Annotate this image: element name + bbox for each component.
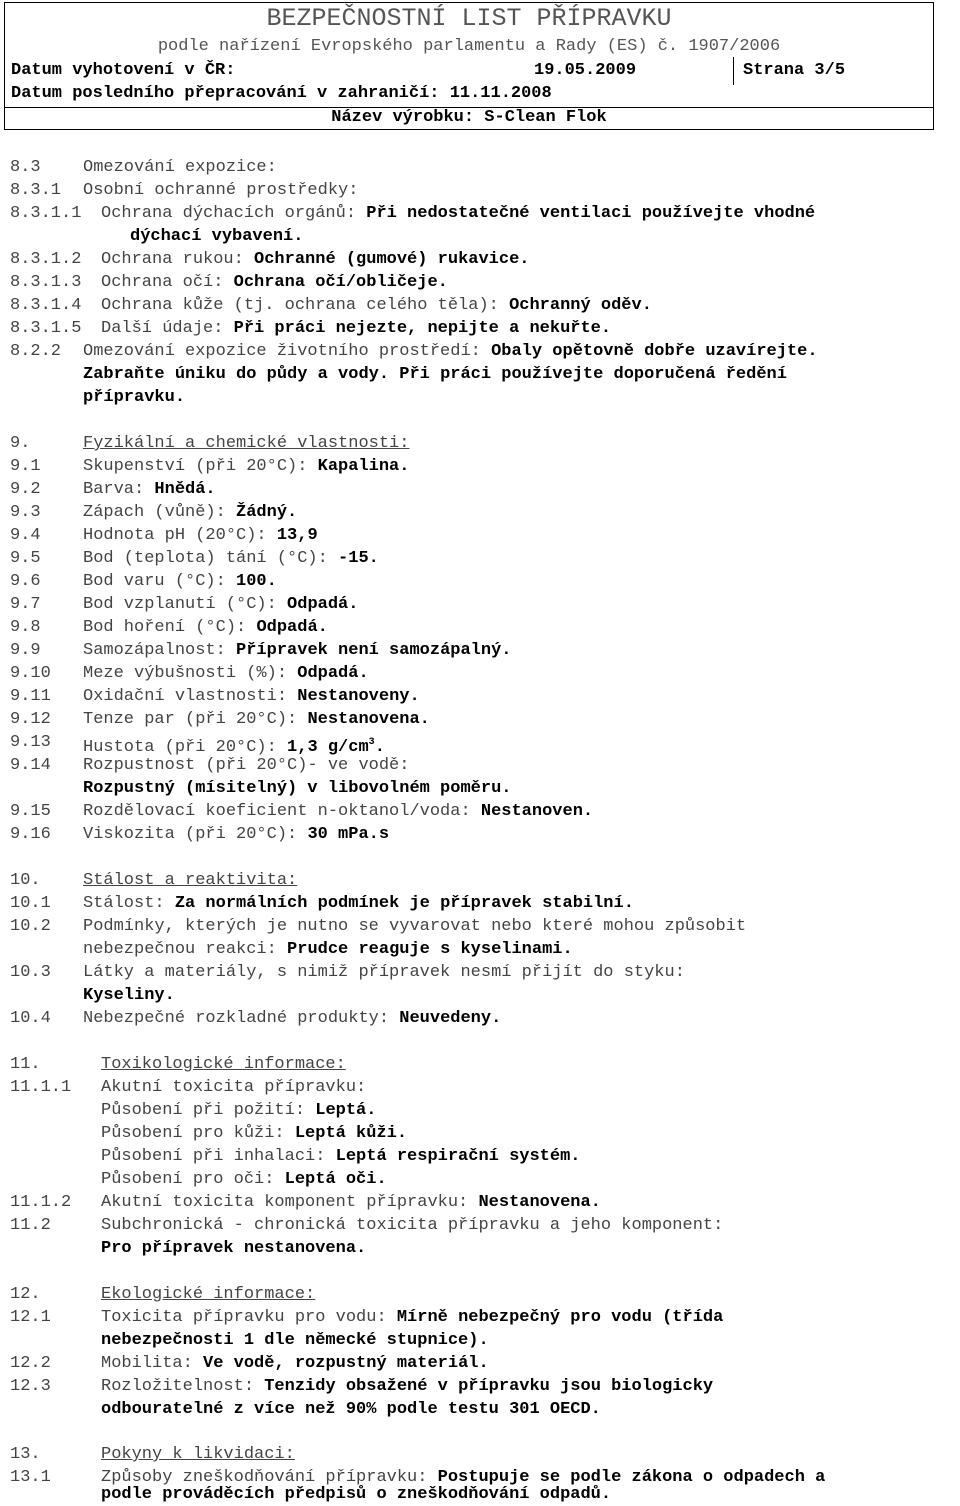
list-item-continuation: nebezpečnou reakci: Prudce reaguje s kyselinami. bbox=[83, 940, 573, 959]
section-heading: Omezování expozice: bbox=[83, 158, 277, 177]
property-row: Bod vzplanutí (°C): Odpadá. bbox=[83, 595, 359, 614]
list-item: Ochrana rukou: Ochranné (gumové) rukavice. bbox=[101, 250, 530, 269]
property-row: Oxidační vlastnosti: Nestanoveny. bbox=[83, 687, 420, 706]
section-number: 10. bbox=[10, 871, 41, 890]
section-number: 12. bbox=[10, 1285, 41, 1304]
item-number: 11.1.1 bbox=[10, 1078, 72, 1097]
section-title: Pokyny k likvidaci: bbox=[101, 1445, 295, 1464]
section-number: 8.3.1.4 bbox=[10, 296, 82, 315]
item-number: 9.3 bbox=[10, 503, 41, 522]
property-row: Rozdělovací koeficient n-oktanol/voda: Nestanoven. bbox=[83, 802, 594, 821]
revision-date-label: Datum posledního přepracování v zahraničí: bbox=[11, 84, 440, 103]
section-number: 8.3.1.3 bbox=[10, 273, 82, 292]
header-divider bbox=[733, 57, 734, 85]
list-item: Ochrana kůže (tj. ochrana celého těla): Ochranný oděv. bbox=[101, 296, 652, 315]
document-title: BEZPEČNOSTNÍ LIST PŘÍPRAVKU bbox=[266, 4, 672, 33]
issue-date: 19.05.2009 bbox=[534, 61, 637, 80]
list-subitem: Působení při požití: Leptá. bbox=[101, 1101, 377, 1120]
item-number: 9.10 bbox=[10, 664, 51, 683]
list-item: Látky a materiály, s nimiž přípravek nesmí přijít do styku: bbox=[83, 963, 685, 982]
item-number: 10.2 bbox=[10, 917, 51, 936]
list-item: Mobilita: Ve vodě, rozpustný materiál. bbox=[101, 1354, 489, 1373]
section-title: Stálost a reaktivita: bbox=[83, 871, 298, 890]
section-number: 8.3 bbox=[10, 158, 41, 177]
item-number: 12.3 bbox=[10, 1377, 51, 1396]
list-item: Akutní toxicita přípravku: bbox=[101, 1078, 367, 1097]
revision-date: 11.11.2008 bbox=[449, 84, 552, 103]
item-number: 9.4 bbox=[10, 526, 41, 545]
property-row: Bod varu (°C): 100. bbox=[83, 572, 277, 591]
section-number: 8.3.1.5 bbox=[10, 319, 82, 338]
list-item: Stálost: Za normálních podmínek je přípravek stabilní. bbox=[83, 894, 634, 913]
property-row: Viskozita (při 20°C): 30 mPa.s bbox=[83, 825, 390, 844]
section-title: Fyzikální a chemické vlastnosti: bbox=[83, 434, 410, 453]
list-item: Způsoby zneškodňování přípravku: Postupuje se podle zákona o odpadech a bbox=[101, 1468, 826, 1487]
section-number: 8.3.1 bbox=[10, 181, 62, 200]
regulation-reference: podle nařízení Evropského parlamentu a Rady (ES) č. 1907/2006 bbox=[157, 37, 781, 56]
property-row: Barva: Hnědá. bbox=[83, 480, 216, 499]
item-number: 9.8 bbox=[10, 618, 41, 637]
property-row: Zápach (vůně): Žádný. bbox=[83, 503, 298, 522]
item-number: 9.7 bbox=[10, 595, 41, 614]
revision-date-row bbox=[11, 84, 552, 103]
page-number: Strana 3/5 bbox=[743, 61, 846, 80]
property-row: Bod (teplota) tání (°C): -15. bbox=[83, 549, 379, 568]
item-number: 10.3 bbox=[10, 963, 51, 982]
item-number: 12.2 bbox=[10, 1354, 51, 1373]
item-number: 9.1 bbox=[10, 457, 41, 476]
property-row: Skupenství (při 20°C): Kapalina. bbox=[83, 457, 410, 476]
list-item: Rozložitelnost: Tenzidy obsažené v přípravku jsou biologicky bbox=[101, 1377, 714, 1396]
section-title: Ekologické informace: bbox=[101, 1285, 316, 1304]
list-item-continuation: podle prováděcích předpisů o zneškodňování odpadů. bbox=[101, 1485, 612, 1504]
list-item-continuation: přípravku. bbox=[83, 388, 186, 407]
item-number: 9.5 bbox=[10, 549, 41, 568]
document-header bbox=[4, 2, 934, 130]
property-value: Rozpustný (mísitelný) v libovolném poměru. bbox=[83, 779, 512, 798]
item-number: 11.2 bbox=[10, 1216, 51, 1235]
list-item: Akutní toxicita komponent přípravku: Nestanovena. bbox=[101, 1193, 601, 1212]
list-item-continuation: Kyseliny. bbox=[83, 986, 175, 1005]
item-number: 10.1 bbox=[10, 894, 51, 913]
list-subitem: Působení pro kůži: Leptá kůži. bbox=[101, 1124, 408, 1143]
item-number: 10.4 bbox=[10, 1009, 51, 1028]
list-item: Omezování expozice životního prostředí: Obaly opětovně dobře uzavírejte. bbox=[83, 342, 818, 361]
section-number: 8.2.2 bbox=[10, 342, 62, 361]
item-number: 9.9 bbox=[10, 641, 41, 660]
section-number: 8.3.1.1 bbox=[10, 204, 82, 223]
list-subitem: Působení při inhalaci: Leptá respirační systém. bbox=[101, 1147, 581, 1166]
item-number: 13.1 bbox=[10, 1468, 51, 1487]
item-number: 9.14 bbox=[10, 756, 51, 775]
section-number: 11. bbox=[10, 1055, 41, 1074]
item-number: 9.6 bbox=[10, 572, 41, 591]
item-number: 9.16 bbox=[10, 825, 51, 844]
list-item: Subchronická - chronická toxicita přípravku a jeho komponent: bbox=[101, 1216, 724, 1235]
property-row: Samozápalnost: Přípravek není samozápalný. bbox=[83, 641, 512, 660]
property-row: Meze výbušnosti (%): Odpadá. bbox=[83, 664, 369, 683]
property-row: Tenze par (při 20°C): Nestanovena. bbox=[83, 710, 430, 729]
item-number: 9.2 bbox=[10, 480, 41, 499]
item-number: 9.12 bbox=[10, 710, 51, 729]
list-item: Toxicita přípravku pro vodu: Mírně nebezpečný pro vodu (třída bbox=[101, 1308, 724, 1327]
product-name: Název výrobku: S-Clean Flok bbox=[331, 108, 607, 127]
property-row: Hustota (při 20°C): 1,3 $g/cm^3$. bbox=[83, 737, 385, 757]
property-label: Rozpustnost (při 20°C)- ve vodě: bbox=[83, 756, 410, 775]
section-number: 8.3.1.2 bbox=[10, 250, 82, 269]
property-row: Bod hoření (°C): Odpadá. bbox=[83, 618, 328, 637]
list-item: Nebezpečné rozkladné produkty: Neuvedeny. bbox=[83, 1009, 502, 1028]
list-item: Ochrana očí: Ochrana očí/obličeje. bbox=[101, 273, 448, 292]
item-number: 11.1.2 bbox=[10, 1193, 72, 1212]
list-item-continuation: Pro přípravek nestanovena. bbox=[101, 1239, 367, 1258]
list-item-continuation: odbouratelné z více než 90% podle testu 301 OECD. bbox=[101, 1400, 601, 1419]
list-item: Ochrana dýchacích orgánů: Při nedostatečné ventilaci používejte vhodné bbox=[101, 204, 816, 223]
section-heading: Osobní ochranné prostředky: bbox=[83, 181, 359, 200]
issue-date-row bbox=[11, 61, 235, 80]
item-number: 9.11 bbox=[10, 687, 51, 706]
section-title: Toxikologické informace: bbox=[101, 1055, 346, 1074]
list-item: Další údaje: Při práci nejezte, nepijte a nekuřte. bbox=[101, 319, 612, 338]
list-item: Podmínky, kterých je nutno se vyvarovat nebo které mohou způsobit bbox=[83, 917, 747, 936]
property-row: Hodnota pH (20°C): 13,9 bbox=[83, 526, 318, 545]
list-item-continuation: nebezpečnosti 1 dle německé stupnice). bbox=[101, 1331, 489, 1350]
list-item-continuation: Zabraňte úniku do půdy a vody. Při práci používejte doporučená ředění bbox=[83, 365, 787, 384]
issue-date-label: Datum vyhotovení v ČR: bbox=[11, 61, 236, 80]
list-subitem: Působení pro oči: Leptá oči. bbox=[101, 1170, 387, 1189]
item-number: 9.13 bbox=[10, 733, 51, 752]
section-number: 9. bbox=[10, 434, 31, 453]
list-item-continuation: dýchací vybavení. bbox=[130, 227, 304, 246]
item-number: 12.1 bbox=[10, 1308, 51, 1327]
section-number: 13. bbox=[10, 1445, 41, 1464]
item-number: 9.15 bbox=[10, 802, 51, 821]
